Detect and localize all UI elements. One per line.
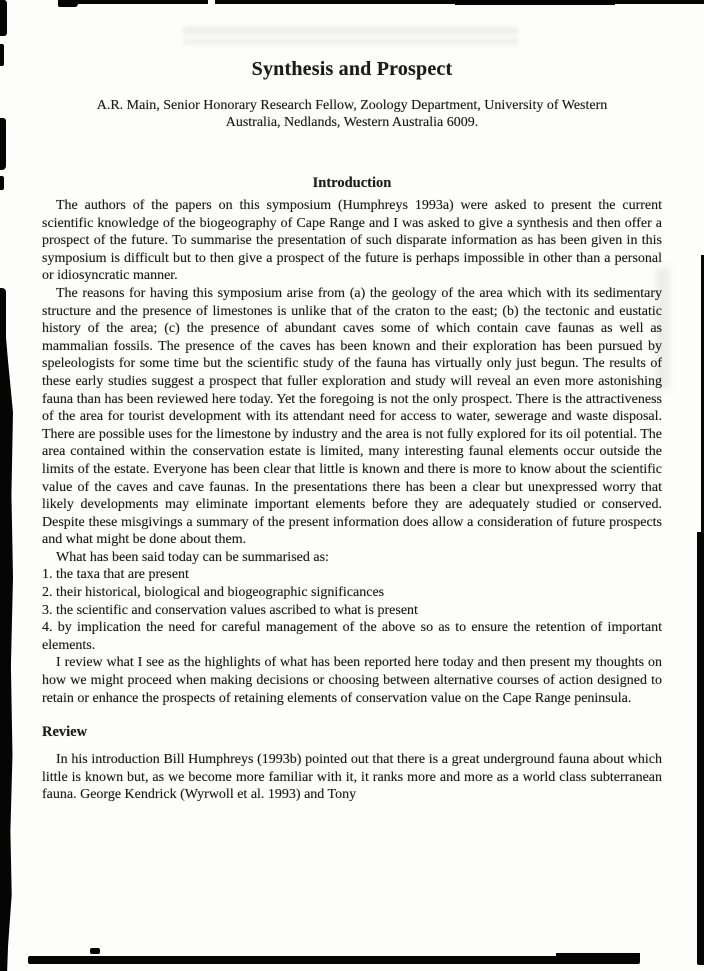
- section-heading-introduction: Introduction: [312, 175, 392, 191]
- section-heading-review: Review: [42, 724, 88, 741]
- paper-title: Synthesis and Prospect: [251, 58, 453, 80]
- body-paragraph: In his introduction Bill Humphreys (1993b) pointed out that there is a great underground fauna about which little is known but, as we become more familiar with it, it ranks more and more as a world class subterranean fauna. George Kendrick (Wyrwoll et al. 1993) and Tony: [42, 752, 662, 803]
- body-paragraph: I review what I see as the highlights of what has been reported here today and then present my thoughts on how we might proceed when making decisions or choosing between alternative courses of action designed to retain or enhance the prospects of retaining elements of conservation value on the Cape Range peninsula.: [42, 655, 662, 706]
- scan-artifact-bottom-dot: [90, 948, 100, 954]
- body-paragraph: What has been said today can be summarised as:: [56, 549, 329, 565]
- scan-artifact-bottom-bar-tail: [556, 953, 640, 957]
- scan-artifact-bottom-bar: [28, 956, 640, 964]
- paper-body: [42, 175, 662, 804]
- summary-list-item: 2. their historical, biological and biogeographic significances: [42, 585, 385, 601]
- body-paragraph: The reasons for having this symposium arise from (a) the geology of the area which with its sedimentary structure and the presence of limestones is unlike that of the craton to the east; (b) the tectonic and eustatic history of the area; (c) the presence of abundant caves some of which contain cave faunas as well as mammalian fossils. The presence of the caves has been known and their exploration has been pursued by speleologists for some time but the scientific study of the fauna has virtually only just begun. The results of these early studies suggest a prospect that fuller exploration and study will reveal an even more astonishing fauna than has been reviewed here today. Yet the foregoing is not the only prospect. There is the attractiveness of the area for tourist development with its attendant need for access to water, sewerage and waste disposal. There are possible uses for the limestone by industry and the area is not fully explored for its oil potential. The area contained within the conservation estate is limited, many interesting faunal elements occur outside the limits of the estate. Everyone has been clear that little is known and there is more to know about the scientific value of the caves and cave faunas. In the presentations there has been a clear but unexpressed worry that likely developments may eliminate important elements before they are adequately studied or conserved. Despite these misgivings a summary of the present information does allow a consideration of future prospects and what might be done about them.: [42, 285, 662, 548]
- summary-list-item: 4. by implication the need for careful management of the above so as to ensure the retention of important elements.: [42, 620, 662, 653]
- summary-list-item: 1. the taxa that are present: [42, 567, 189, 583]
- summary-list-item: 3. the scientific and conservation values ascribed to what is present: [42, 602, 418, 618]
- author-affiliation: A.R. Main, Senior Honorary Research Fellow, Zoology Department, University of Western Australia, Nedlands, Western Australia 6009.: [96, 98, 608, 130]
- body-paragraph: The authors of the papers on this symposium (Humphreys 1993a) were asked to present the current scientific knowledge of the biogeography of Cape Range and I was asked to give a synthesis and then offer a prospect of the future. To summarise the presentation of such disparate information as has been given in this symposium is difficult but to then give a prospect of the future is perhaps impossible in other than a personal or idiosyncratic manner.: [42, 198, 662, 284]
